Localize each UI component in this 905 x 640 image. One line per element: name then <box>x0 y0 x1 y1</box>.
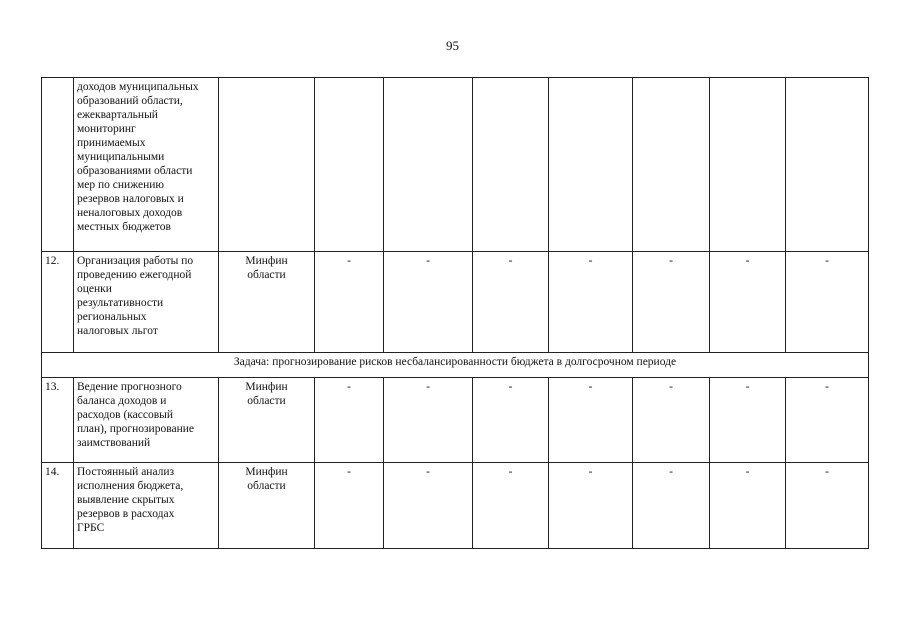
row-number: 13. <box>42 378 74 463</box>
table-row <box>42 78 869 252</box>
value-cell: - <box>633 252 710 353</box>
value-cell: - <box>549 463 633 549</box>
task-row <box>42 353 869 378</box>
page-number: 95 <box>446 38 459 53</box>
value-cell: - <box>473 463 549 549</box>
measure-description: Организация работы по проведению ежегодной оценки результативности региональных налоговых льгот <box>74 252 219 353</box>
value-cell <box>710 78 786 252</box>
value-cell <box>315 78 384 252</box>
value-cell: - <box>710 252 786 353</box>
value-cell: - <box>473 252 549 353</box>
measures-table <box>41 77 869 549</box>
row-number: 12. <box>42 252 74 353</box>
value-cell: - <box>786 252 869 353</box>
table-row <box>42 463 869 549</box>
value-cell: - <box>473 378 549 463</box>
value-cell <box>473 78 549 252</box>
measure-description: Постоянный анализ исполнения бюджета, выявление скрытых резервов в расходах ГРБС <box>74 463 219 549</box>
table-row <box>42 378 869 463</box>
task-heading: Задача: прогнозирование рисков несбалансированности бюджета в долгосрочном периоде <box>42 353 869 378</box>
value-cell: - <box>549 378 633 463</box>
value-cell <box>384 78 473 252</box>
measure-description: Ведение прогнозного баланса доходов и расходов (кассовый план), прогнозирование заимствований <box>74 378 219 463</box>
value-cell: - <box>384 252 473 353</box>
value-cell <box>633 78 710 252</box>
value-cell: - <box>633 378 710 463</box>
row-number <box>42 78 74 252</box>
value-cell: - <box>786 378 869 463</box>
value-cell: - <box>786 463 869 549</box>
table-row <box>42 252 869 353</box>
value-cell: - <box>315 463 384 549</box>
value-cell: - <box>710 378 786 463</box>
value-cell: - <box>633 463 710 549</box>
value-cell: - <box>315 252 384 353</box>
executor-cell: Минфин области <box>219 378 315 463</box>
value-cell: - <box>315 378 384 463</box>
value-cell <box>786 78 869 252</box>
value-cell: - <box>384 463 473 549</box>
value-cell: - <box>549 252 633 353</box>
executor-cell: Минфин области <box>219 463 315 549</box>
executor-cell: Минфин области <box>219 252 315 353</box>
row-number: 14. <box>42 463 74 549</box>
value-cell <box>549 78 633 252</box>
executor-cell <box>219 78 315 252</box>
value-cell: - <box>384 378 473 463</box>
measure-description: доходов муниципальных образований области, ежеквартальный мониторинг принимаемых муниципальными образованиями области мер по снижению резервов налоговых и неналоговых доходов местных бюджетов <box>74 78 219 252</box>
value-cell: - <box>710 463 786 549</box>
